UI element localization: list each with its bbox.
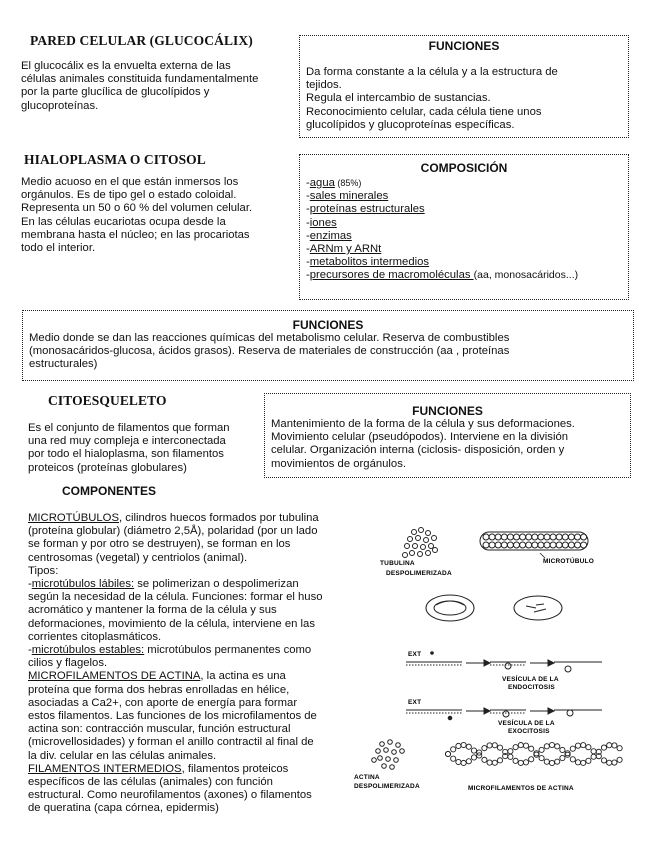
actin-monomer bbox=[508, 749, 513, 754]
citoesqueleto-line: Es el conjunto de filamentos que forman bbox=[28, 422, 230, 434]
componentes-heading: COMPONENTES bbox=[62, 484, 157, 498]
intermedios-title: FILAMENTOS INTERMEDIOS bbox=[28, 762, 182, 775]
intermedios-line: de queratina (capa córnea, epidermis) bbox=[28, 802, 219, 815]
actina-line: (microvellosidades) y forman el anillo contractil al final de bbox=[28, 736, 314, 749]
citoesqueleto-diagram bbox=[350, 520, 630, 800]
tubulin-subunit bbox=[489, 534, 495, 540]
tubulin-subunit bbox=[526, 534, 532, 540]
citoesqueleto-funciones-box bbox=[264, 393, 631, 478]
tubulin-subunit bbox=[495, 542, 501, 548]
citoesqueleto-funcion-line: Mantenimiento de la forma de la célula y sus deformaciones. bbox=[271, 418, 575, 430]
hialoplasma-description bbox=[21, 176, 252, 255]
labiles-line: acromático y mantener la forma de la célula y sus bbox=[28, 604, 277, 617]
hialoplasma-line: Medio acuoso en el que están inmersos los bbox=[21, 176, 239, 188]
vesicula-endo-label-1: VESÍCULA DE LA bbox=[502, 676, 559, 683]
actin-monomer bbox=[555, 744, 560, 749]
actin-monomer bbox=[451, 747, 456, 752]
actin-monomer bbox=[529, 757, 534, 762]
actin-monomer bbox=[586, 758, 591, 763]
actin-monomer bbox=[456, 743, 461, 748]
actin-monomer bbox=[575, 760, 580, 765]
tubulin-subunit bbox=[575, 542, 581, 548]
actin-monomer bbox=[539, 747, 544, 752]
estables-line: cilios y flagelos. bbox=[28, 657, 108, 670]
tubulin-subunit bbox=[568, 542, 574, 548]
tubulin-subunit bbox=[544, 542, 550, 548]
tubulin-subunit bbox=[501, 542, 507, 548]
microtubulos-line: centrosomas (vegetal) y centriolos (animal). bbox=[28, 551, 248, 564]
microtubulos-title: MICROTÚBULOS bbox=[28, 512, 120, 524]
tubulin-subunit bbox=[501, 534, 507, 540]
actin-monomer bbox=[497, 758, 502, 763]
pared-funcion-line: Regula el intercambio de sustancias. bbox=[306, 92, 491, 105]
vesicula-endo-label-2: ENDOCITOSIS bbox=[508, 684, 555, 691]
actin-monomer bbox=[461, 760, 466, 765]
tubulin-subunit bbox=[520, 534, 526, 540]
actin-monomer bbox=[575, 743, 580, 748]
actin-monomer bbox=[601, 758, 606, 763]
tubulina-label-1: TUBULINA bbox=[380, 560, 415, 567]
tubulin-subunit bbox=[550, 542, 556, 548]
pared-funcion-line: tejidos. bbox=[306, 79, 342, 92]
intermedios-line: FILAMENTOS INTERMEDIOS, filamentos proteicos bbox=[28, 762, 289, 775]
pared-funciones-heading: FUNCIONES bbox=[428, 39, 500, 53]
tubulin-subunit bbox=[514, 542, 520, 548]
actin-monomer bbox=[492, 743, 497, 748]
actina-line: asociadas a Ca2+, con aporte de energía para formar bbox=[28, 696, 298, 709]
tubulin-subunit bbox=[568, 534, 574, 540]
actin-monomer bbox=[487, 743, 492, 748]
composicion-item: -sales minerales bbox=[306, 190, 389, 203]
tubulin-subunit bbox=[514, 534, 520, 540]
tubulin-subunit bbox=[495, 534, 501, 540]
hialoplasma-funciones-heading: FUNCIONES bbox=[292, 318, 364, 332]
pared-funciones-text bbox=[306, 66, 628, 132]
tubulin-subunit bbox=[507, 534, 513, 540]
microfilamentos-label: MICROFILAMENTOS DE ACTINA bbox=[468, 785, 574, 792]
hialoplasma-funcion-line: Medio donde se dan las reacciones químicas del metabolismo celular. Reserva de combustibles bbox=[29, 332, 510, 344]
actin-monomer bbox=[445, 751, 450, 756]
composicion-item: -proteínas estructurales bbox=[306, 203, 425, 216]
actin-monomer bbox=[570, 757, 575, 762]
hialoplasma-funciones-box bbox=[22, 310, 634, 381]
actin-monomer bbox=[461, 742, 466, 747]
actin-monomer bbox=[560, 755, 565, 760]
actin-monomer bbox=[497, 745, 502, 750]
actin-monomer bbox=[601, 745, 606, 750]
labiles-title: microtúbulos lábiles: bbox=[31, 578, 135, 591]
labiles-line: deformaciones, movimiento de la célula, interviene en las bbox=[28, 617, 315, 630]
citoesqueleto-description bbox=[28, 422, 230, 475]
actin-monomer bbox=[591, 754, 596, 759]
hialoplasma-line: membrana hasta el núcleo; en las procariotas bbox=[21, 228, 250, 241]
vesicula-exo-label-1: VESÍCULA DE LA bbox=[498, 720, 555, 727]
actin-monomer bbox=[518, 743, 523, 748]
pared-title: PARED CELULAR (GLUCOCÁLIX) bbox=[30, 33, 253, 48]
pared-line: El glucocálix es la envuelta externa de las bbox=[21, 60, 231, 72]
ext-label-1: EXT bbox=[408, 651, 422, 658]
hialoplasma-funcion-line: (monosacáridos-glucosa, ácidos grasos). Reserva de materiales de construcción (aa , proteínas bbox=[29, 345, 510, 358]
composicion-item: -metabolitos intermedios bbox=[306, 256, 430, 269]
actin-monomer bbox=[612, 743, 617, 748]
actina-title: MICROFILAMENTOS DE ACTINA bbox=[28, 670, 201, 683]
actin-monomer bbox=[487, 760, 492, 765]
actina-label-1: ACTINA bbox=[354, 774, 380, 781]
tubulin-subunit bbox=[562, 542, 568, 548]
estables-title: microtúbulos estables: bbox=[31, 644, 145, 657]
hialoplasma-line: todo el interior. bbox=[21, 242, 96, 255]
actina-dots bbox=[372, 740, 405, 770]
microtubulos-line: Tipos: bbox=[28, 564, 59, 577]
membrane-exocitosis bbox=[406, 708, 602, 720]
actin-monomer bbox=[544, 759, 549, 764]
tubulina-label-2: DESPOLIMERIZADA bbox=[386, 570, 452, 577]
estables-line: -microtúbulos estables: microtúbulos permanentes como bbox=[28, 644, 312, 657]
intermedios-line: estructural. Como neurofilamentos (axones) o filamentos bbox=[28, 789, 312, 802]
actin-monomer bbox=[586, 745, 591, 750]
hialoplasma-funcion-line: estructurales) bbox=[29, 358, 98, 371]
microtubulos-line: se forman y por otro se destruyen), se forman en los bbox=[28, 538, 291, 551]
citoesqueleto-line: una red muy compleja e interconectada bbox=[28, 435, 226, 448]
citoesqueleto-funcion-line: celular. Organización interna (ciclosis- disposición, orden y bbox=[271, 444, 565, 457]
cell-ring-left bbox=[426, 595, 474, 621]
actin-monomer bbox=[508, 754, 513, 759]
composicion-item: -ARNm y ARNt bbox=[306, 243, 382, 256]
composicion-box bbox=[299, 154, 629, 300]
actin-monomer bbox=[607, 743, 612, 748]
actin-monomer bbox=[492, 760, 497, 765]
pared-funcion-line: Reconocimiento celular, cada célula tiene unos bbox=[306, 105, 542, 118]
actin-monomer bbox=[591, 749, 596, 754]
pared-funciones-box bbox=[299, 35, 629, 138]
particle-dot bbox=[430, 651, 434, 655]
actin-monomer bbox=[523, 743, 528, 748]
tubulin-subunit bbox=[581, 534, 587, 540]
cell-oval-right bbox=[514, 596, 562, 620]
actin-monomer bbox=[544, 744, 549, 749]
actin-monomer bbox=[471, 748, 476, 753]
actin-monomer bbox=[518, 760, 523, 765]
actin-monomer bbox=[560, 747, 565, 752]
citoesqueleto-funcion-line: Movimiento celular (pseudópodos). Interviene en la división bbox=[271, 431, 569, 444]
citoesqueleto-line: proteicos (proteínas globulares) bbox=[28, 461, 187, 474]
actin-monomer bbox=[471, 755, 476, 760]
composicion-heading: COMPOSICIÓN bbox=[420, 161, 508, 175]
tubulina-dots bbox=[403, 528, 438, 558]
tubulin-subunit bbox=[520, 542, 526, 548]
hialoplasma-line: En las células eucariotas ocupa desde la bbox=[21, 215, 226, 228]
pared-line: glucoproteínas. bbox=[21, 99, 99, 112]
actin-monomer bbox=[513, 758, 518, 763]
componentes-text bbox=[28, 512, 323, 816]
pared-description bbox=[21, 60, 258, 113]
actin-monomer bbox=[456, 759, 461, 764]
actin-monomer bbox=[581, 760, 586, 765]
composicion-item: -precursores de macromoléculas (aa, monosacáridos...) bbox=[306, 269, 579, 282]
actina-label-2: DESPOLIMERIZADA bbox=[354, 783, 420, 790]
ext-label-2: EXT bbox=[408, 699, 422, 706]
actina-line: estos filamentos. Las funciones de los microfilamentos de bbox=[28, 710, 317, 723]
labiles-line: -microtúbulos lábiles: se polimerizan o despolimerizan bbox=[28, 578, 299, 591]
membrane-endocitosis bbox=[406, 660, 602, 672]
citoesqueleto-funcion-line: movimientos de orgánulos. bbox=[271, 457, 407, 470]
hialoplasma-line: Representa un 50 o 60 % del volumen celular. bbox=[21, 202, 253, 215]
labiles-line: según la necesidad de la célula. Funciones: formar el huso bbox=[28, 591, 323, 604]
citoesqueleto-line: por todo el hialoplasma, son filamentos bbox=[28, 448, 224, 461]
actin-monomer bbox=[617, 757, 622, 762]
microtubulo-shape bbox=[480, 532, 588, 550]
composicion-item: -agua (85%) bbox=[306, 177, 362, 189]
actin-monomer bbox=[451, 756, 456, 761]
composicion-item: -enzimas bbox=[306, 229, 352, 242]
actin-monomer bbox=[570, 746, 575, 751]
actin-monomer bbox=[549, 760, 554, 765]
citoesqueleto-funciones-heading: FUNCIONES bbox=[412, 404, 483, 418]
tubulin-subunit bbox=[556, 542, 562, 548]
pared-funcion-line: Da forma constante a la célula y a la estructura de bbox=[306, 66, 558, 78]
actin-monomer bbox=[612, 760, 617, 765]
microtubulos-line: (proteína globular) (diámetro 2,5Å), polaridad (por un lado bbox=[28, 525, 318, 538]
tubulin-subunit bbox=[575, 534, 581, 540]
actina-helix bbox=[445, 742, 622, 765]
actina-line: proteína que forma dos hebras enrolladas en hélice, bbox=[28, 683, 290, 696]
composicion-item: -iones bbox=[306, 216, 337, 229]
pared-line: células animales constituida fundamentalmente bbox=[21, 73, 259, 86]
tubulin-subunit bbox=[532, 534, 538, 540]
actin-monomer bbox=[581, 743, 586, 748]
actina-line: MICROFILAMENTOS DE ACTINA, la actina es una bbox=[28, 670, 286, 683]
tubulin-subunit bbox=[581, 542, 587, 548]
vesicula-exo-label-2: EXOCITOSIS bbox=[508, 728, 550, 735]
tubulin-subunit bbox=[526, 542, 532, 548]
tubulin-subunit bbox=[562, 534, 568, 540]
tubulin-subunit bbox=[556, 534, 562, 540]
actin-monomer bbox=[523, 760, 528, 765]
tubulin-subunit bbox=[507, 542, 513, 548]
hialoplasma-title: HIALOPLASMA O CITOSOL bbox=[24, 152, 206, 167]
tubulin-subunit bbox=[483, 534, 489, 540]
actin-monomer bbox=[607, 760, 612, 765]
hialoplasma-funciones-text bbox=[29, 332, 633, 372]
tubulin-subunit bbox=[532, 542, 538, 548]
actina-line: la div. celular en las células animales. bbox=[28, 749, 217, 762]
intermedios-line: específicos de las células (animales) con función bbox=[28, 776, 273, 789]
tubulin-subunit bbox=[550, 534, 556, 540]
microtubulo-label: MICROTÚBULO bbox=[543, 558, 594, 565]
actin-monomer bbox=[466, 744, 471, 749]
composicion-list bbox=[306, 177, 628, 283]
tubulin-subunit bbox=[544, 534, 550, 540]
citoesqueleto-funciones-text bbox=[271, 418, 630, 471]
tubulin-subunit bbox=[489, 542, 495, 548]
hialoplasma-line: orgánulos. Es de tipo gel o estado coloidal. bbox=[21, 189, 237, 202]
actin-monomer bbox=[513, 745, 518, 750]
actin-monomer bbox=[555, 759, 560, 764]
citoesqueleto-title: CITOESQUELETO bbox=[48, 393, 167, 408]
pared-funcion-line: glucolípidos y glucoproteínas específicas. bbox=[306, 118, 515, 131]
tubulin-subunit bbox=[538, 534, 544, 540]
actin-monomer bbox=[482, 746, 487, 751]
actin-monomer bbox=[482, 757, 487, 762]
pared-line: por la parte glucílica de glucolípidos y bbox=[21, 86, 210, 99]
actin-monomer bbox=[529, 746, 534, 751]
microtubulos-line: MICROTÚBULOS, cilindros huecos formados por tubulina bbox=[28, 512, 319, 524]
actin-monomer bbox=[549, 742, 554, 747]
actina-line: actina son: contracción muscular, función estructural bbox=[28, 723, 291, 736]
actin-monomer bbox=[466, 759, 471, 764]
tubulin-subunit bbox=[483, 542, 489, 548]
tubulin-subunit bbox=[538, 542, 544, 548]
actin-monomer bbox=[617, 746, 622, 751]
actin-monomer bbox=[539, 756, 544, 761]
labiles-line: corrientes citoplasmáticos. bbox=[28, 630, 162, 643]
